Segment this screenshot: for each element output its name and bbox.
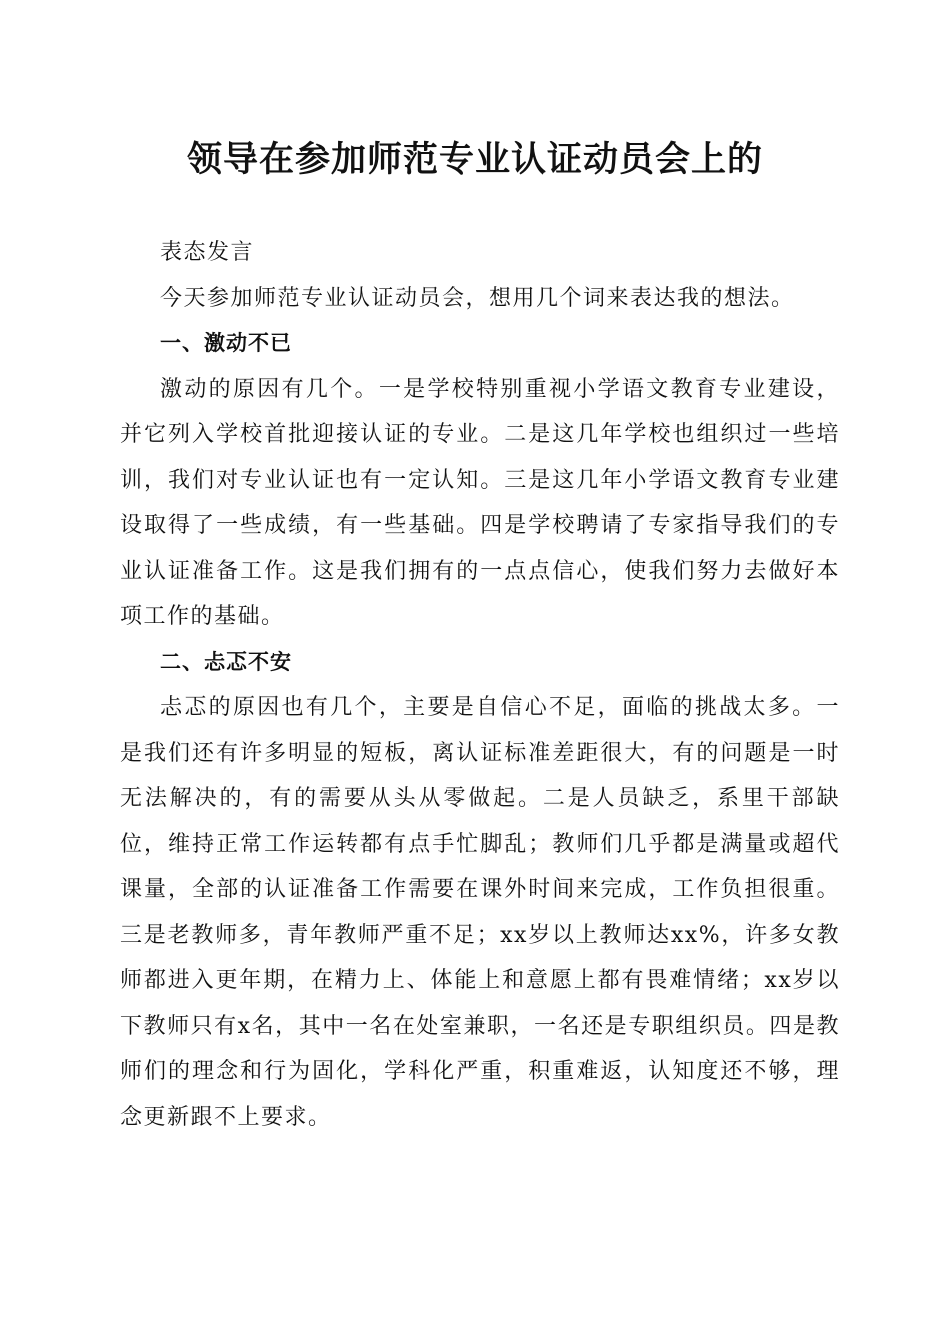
section-paragraph-1: 激动的原因有几个。一是学校特别重视小学语文教育专业建设，并它列入学校首批迎接认证的专业。二是这几年学校也组织过一些培训，我们对专业认证也有一定认知。三是这几年小学语文教育专业建设取得了一些成绩，有一些基础。四是学校聘请了专家指导我们的专业认证准备工作。这是我们拥有的一点点信心，使我们努力去做好本项工作的基础。 <box>120 376 840 629</box>
document-body <box>120 230 840 1140</box>
intro-paragraph: 今天参加师范专业认证动员会，想用几个词来表达我的想法。 <box>160 285 795 311</box>
section-heading-2: 二、忐忑不安 <box>160 649 292 674</box>
document-title: 领导在参加师范专业认证动员会上的 <box>186 139 763 180</box>
section-paragraph-2: 忐忑的原因也有几个，主要是自信心不足，面临的挑战太多。一是我们还有许多明显的短板，离认证标准差距很大，有的问题是一时无法解决的，有的需要从头从零做起。二是人员缺乏，系里干部缺位，维持正常工作运转都有点手忙脚乱；教师们几乎都是满量或超代课量，全部的认证准备工作需要在课外时间来完成，工作负担很重。三是老教师多，青年教师严重不足；xx岁以上教师达xx%，许多女教师都进入更年期，在精力上、体能上和意愿上都有畏难情绪；xx岁以下教师只有x名，其中一名在处室兼职，一名还是专职组织员。四是教师们的理念和行为固化，学科化严重，积重难返，认知度还不够，理念更新跟不上要求。 <box>120 695 840 1130</box>
section-heading-1: 一、激动不已 <box>160 331 292 355</box>
document-subtitle: 表态发言 <box>160 240 255 265</box>
